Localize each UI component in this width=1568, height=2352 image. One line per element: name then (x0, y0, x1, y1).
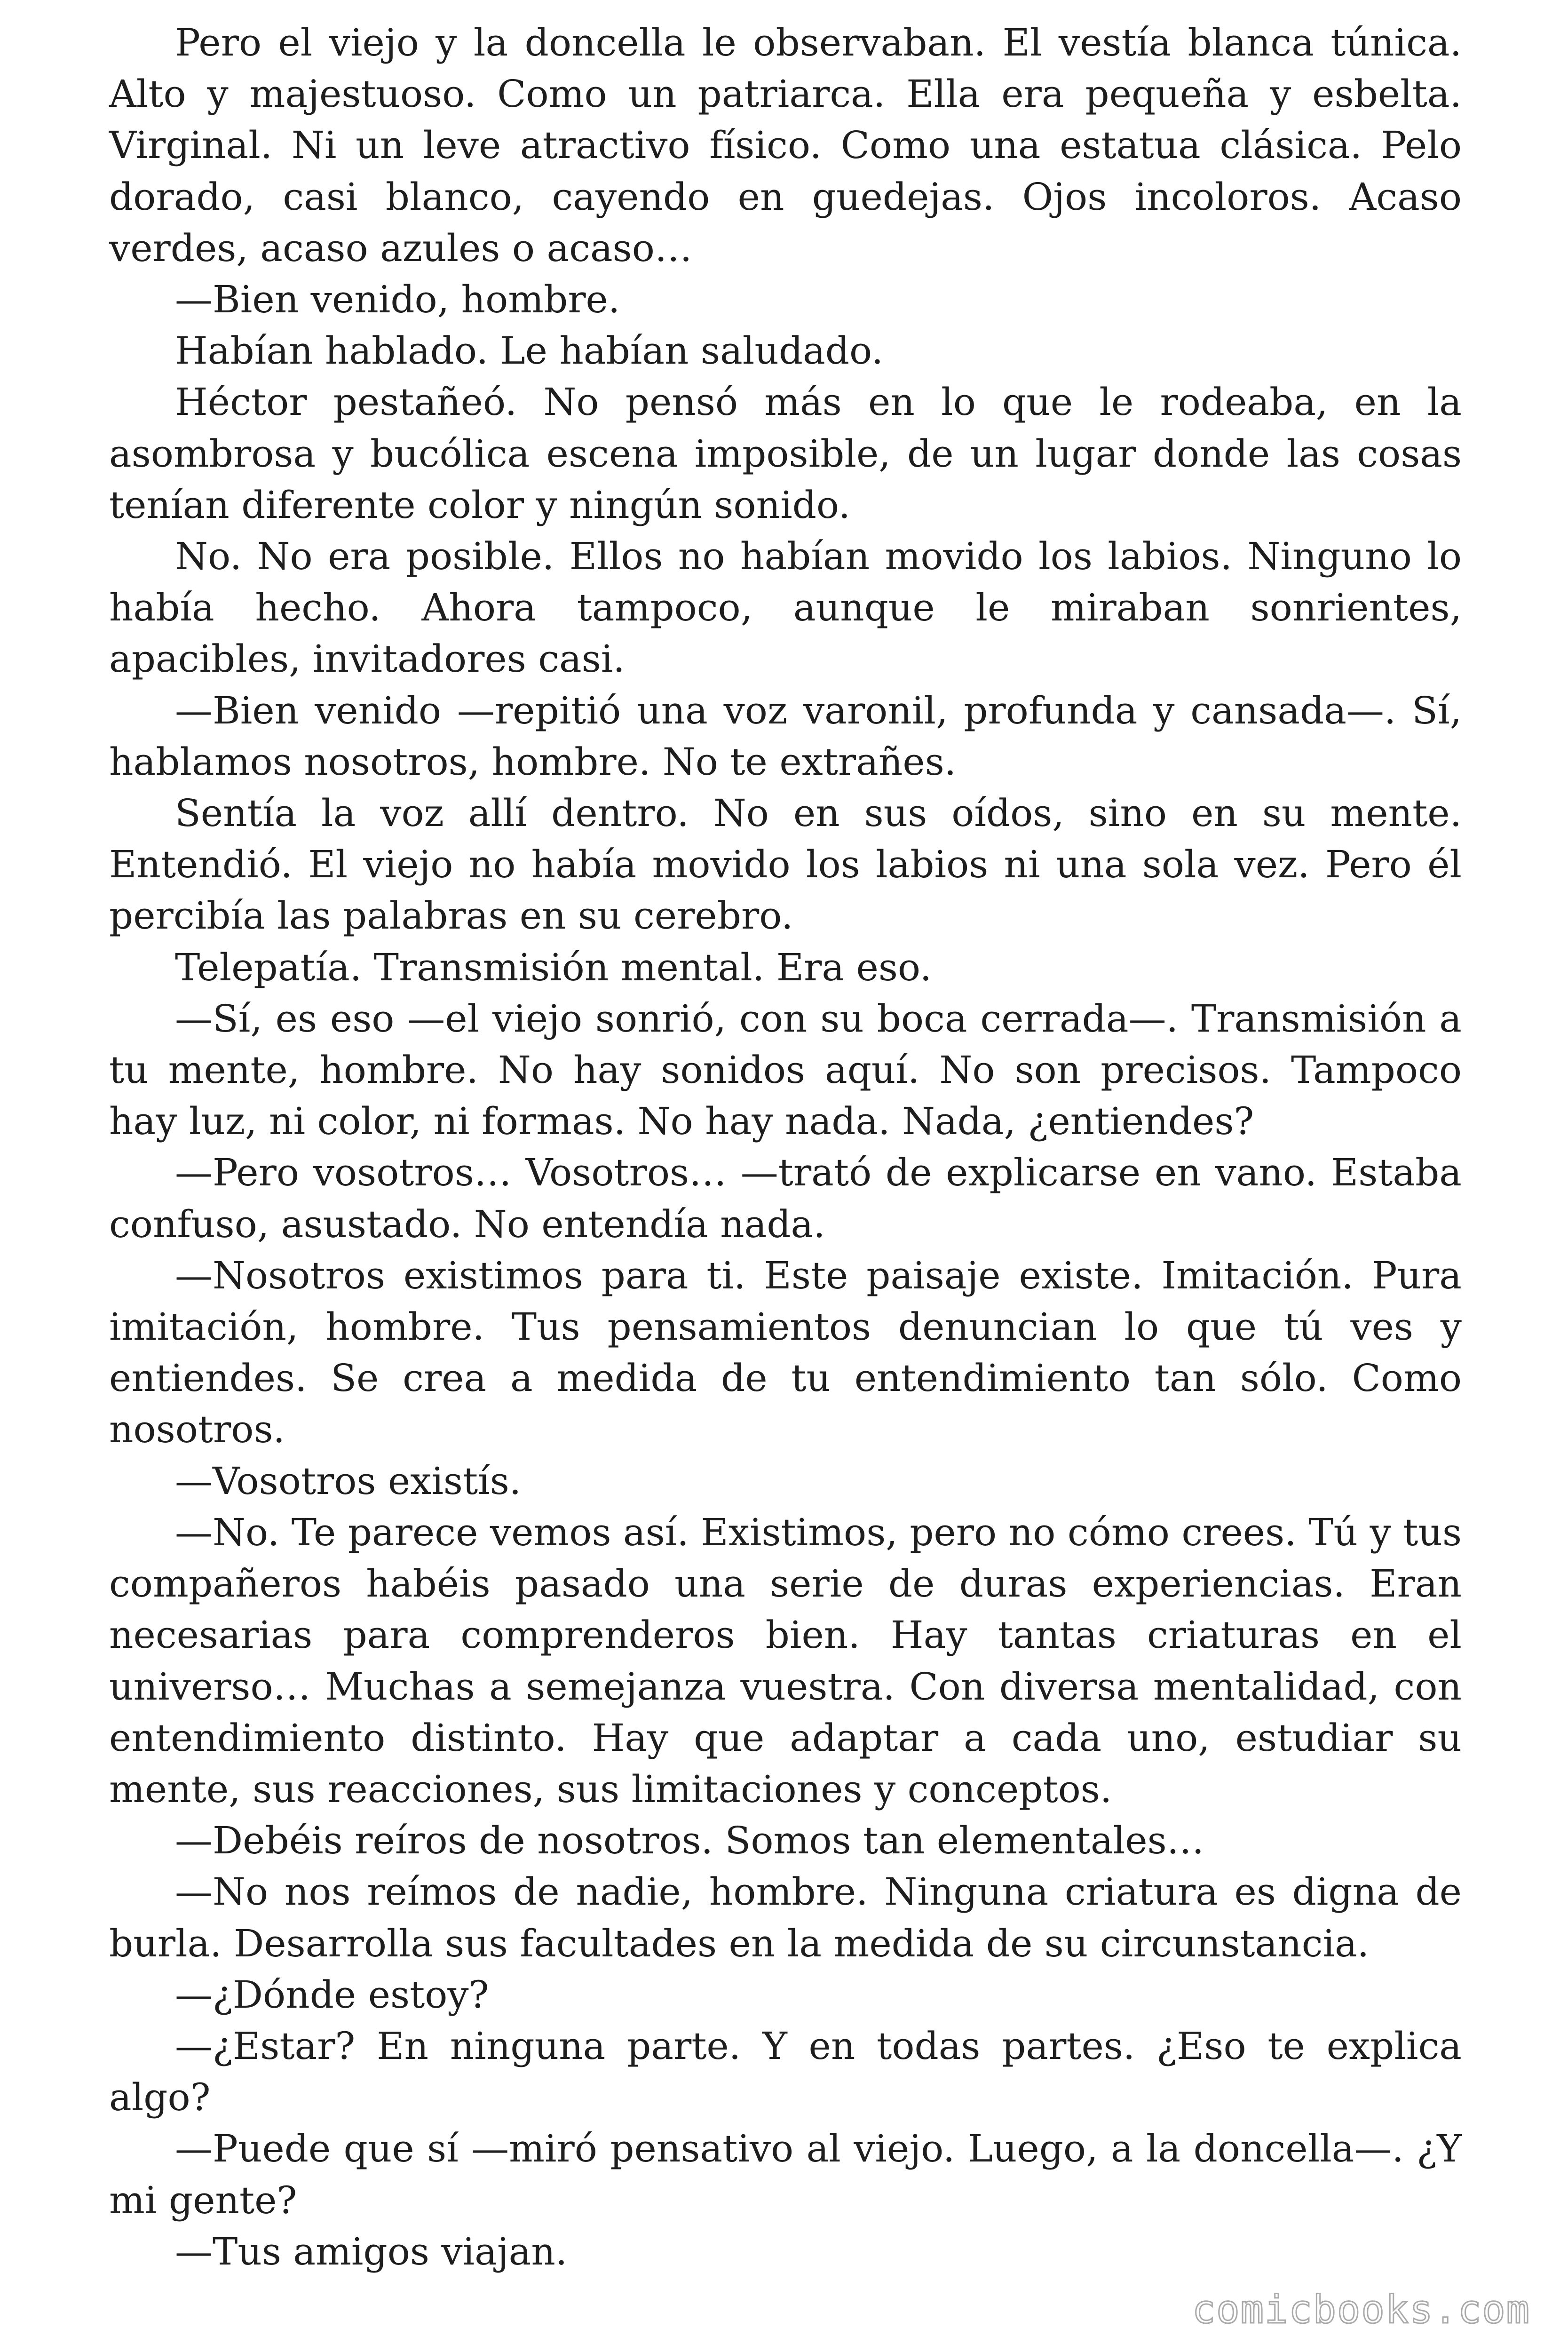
paragraph: Sentía la voz allí dentro. No en sus oídos, sino en su mente. Entendió. El viejo no había movido los labios ni una sola vez. Pero él percibía las palabras en su cerebro. (109, 791, 1462, 938)
paragraph: —Bien venido, hombre. (175, 278, 620, 322)
paragraph: —No nos reímos de nadie, hombre. Ninguna criatura es digna de burla. Desarrolla sus facultades en la medida de su circunstancia. (109, 1870, 1462, 1965)
paragraph: Telepatía. Transmisión mental. Era eso. (175, 945, 932, 989)
paragraph: No. No era posible. Ellos no habían movido los labios. Ninguno lo había hecho. Ahora tampoco, aunque le miraban sonrientes, apacibles, invitadores casi. (109, 534, 1462, 681)
paragraph: —Tus amigos viajan. (175, 2229, 568, 2273)
paragraph: —No. Te parece vemos así. Existimos, pero no cómo crees. Tú y tus compañeros habéis pasado una serie de duras experiencias. Eran necesarias para comprenderos bien. Hay tantas criaturas en el universo… Muchas a semejanza vuestra. Con diversa mentalidad, con entendimiento distinto. Hay que adaptar a cada uno, estudiar su mente, sus reacciones, sus limitaciones y conceptos. (109, 1510, 1462, 1811)
paragraph: —Bien venido —repitió una voz varonil, profunda y cansada—. Sí, hablamos nosotros, hombre. No te extrañes. (109, 688, 1462, 784)
paragraph: —¿Dónde estoy? (175, 1972, 489, 2017)
paragraph: Pero el viejo y la doncella le observaban. El vestía blanca túnica. Alto y majestuoso. Como un patriarca. Ella era pequeña y esbelta. Virginal. Ni un leve atractivo físico. Como una estatua clásica. Pelo dorado, casi blanco, cayendo en guedejas. Ojos incoloros. Acaso verdes, acaso azules o acaso… (109, 21, 1462, 270)
paragraph: —Nosotros existimos para ti. Este paisaje existe. Imitación. Pura imitación, hombre. Tus pensamientos denuncian lo que tú ves y entiendes. Se crea a medida de tu entendimiento tan sólo. Como nosotros. (109, 1253, 1462, 1452)
paragraph: Habían hablado. Le habían saludado. (175, 329, 884, 373)
paragraph: —Pero vosotros… Vosotros… —trató de explicarse en vano. Estaba confuso, asustado. No entendía nada. (109, 1151, 1462, 1246)
paragraph: —¿Estar? En ninguna parte. Y en todas partes. ¿Eso te explica algo? (109, 2024, 1462, 2120)
paragraph: Héctor pestañeó. No pensó más en lo que le rodeaba, en la asombrosa y bucólica escena imposible, de un lugar donde las cosas tenían diferente color y ningún sonido. (109, 380, 1462, 527)
paragraph: —Vosotros existís. (175, 1459, 522, 1503)
text-column (109, 17, 1462, 2277)
watermark: comicbooks.com (1192, 2288, 1530, 2332)
paragraph: —Sí, es eso —el viejo sonrió, con su boca cerrada—. Transmisión a tu mente, hombre. No hay sonidos aquí. No son precisos. Tampoco hay luz, ni color, ni formas. No hay nada. Nada, ¿entiendes? (109, 996, 1462, 1144)
paragraph: —Puede que sí —miró pensativo al viejo. Luego, a la doncella—. ¿Y mi gente? (109, 2127, 1462, 2222)
paragraph: —Debéis reíros de nosotros. Somos tan elementales… (175, 1819, 1204, 1863)
